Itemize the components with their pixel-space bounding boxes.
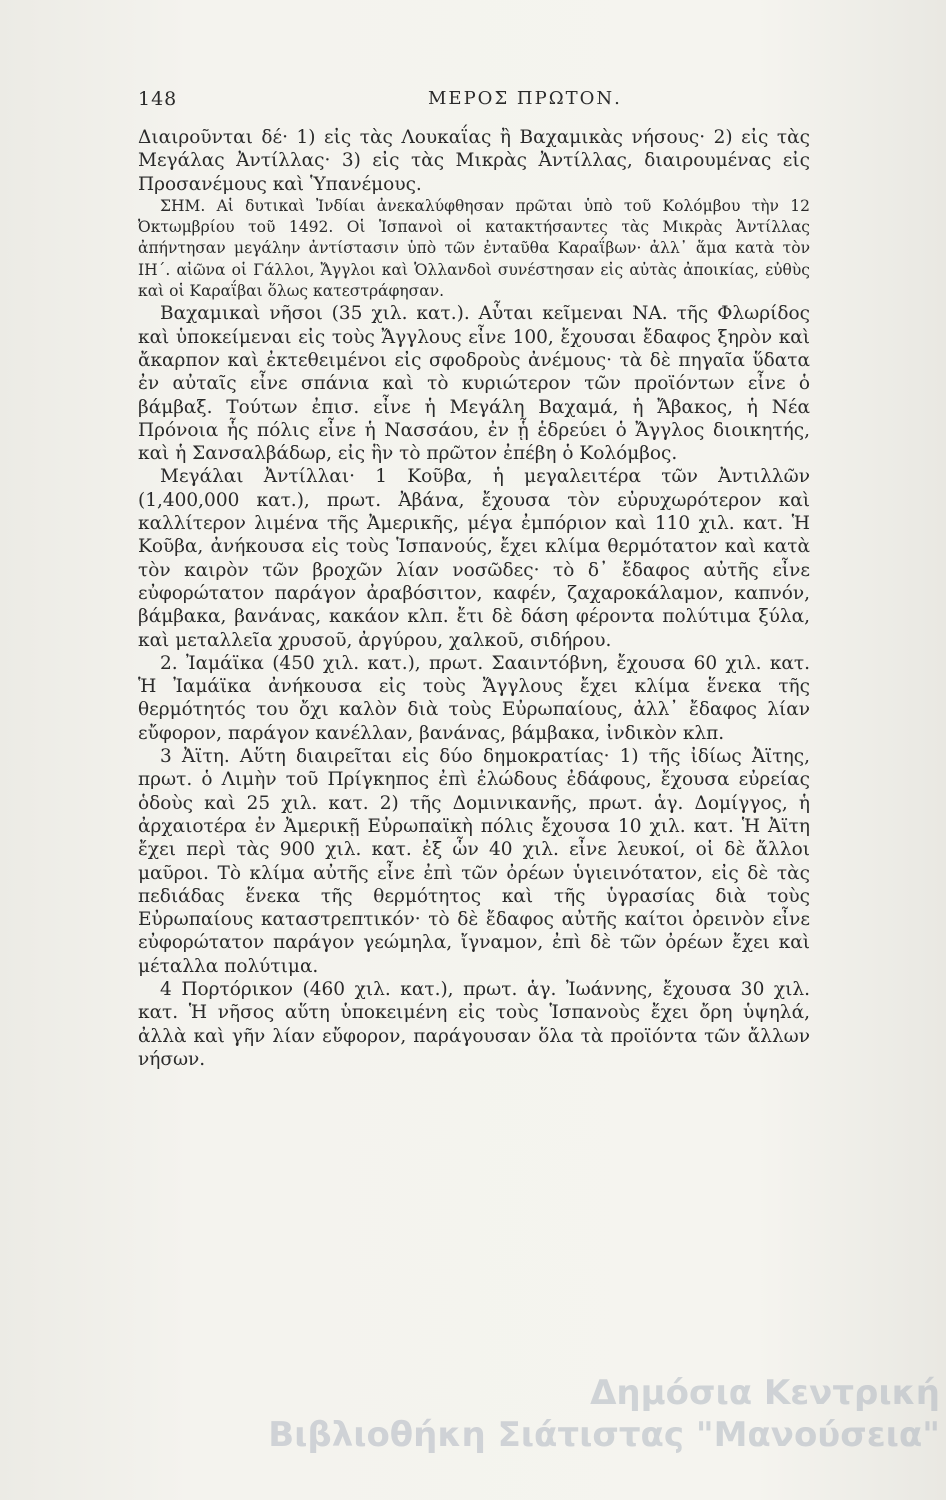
page-number: 148 [138, 88, 178, 110]
watermark-line-1: Δημόσια Κεντρική [590, 1373, 940, 1413]
watermark-line-2: Βιβλιοθήκη Σιάτιστας "Μανούσεια" [268, 1415, 940, 1455]
paragraph-note: ΣΗΜ. Αἱ δυτικαὶ Ἰνδίαι ἀνεκαλύφθησαν πρῶται ὑπὸ τοῦ Κολόμβου τὴν 12 Ὀκτωμβρίου τοῦ 1492. Οἱ Ἱσπανοὶ οἱ κατακτήσαντες τὰς Μικρὰς Ἀντίλλας ἀπήντησαν μεγάλην ἀντίστασιν ὑπὸ τῶν ἐνταῦθα Καραΐβων· ἀλλ᾽ ἅμα κατὰ τὸν ΙΗ΄. αἰῶνα οἱ Γάλλοι, Ἄγγλοι καὶ Ὁλλανδοὶ συνέστησαν εἰς αὐτὰς ἀποικίας, εὐθὺς καὶ οἱ Καραΐβαι ὅλως κατεστράφησαν. [138, 196, 810, 301]
paragraph-puerto-rico: 4 Πορτόρικον (460 χιλ. κατ.), πρωτ. ἁγ. Ἰωάννης, ἔχουσα 30 χιλ. κατ. Ἡ νῆσος αὕτη ὑποκειμένη εἰς τοὺς Ἱσπανοὺς ἔχει ὄρη ὑψηλά, ἀλλὰ καὶ γῆν λίαν εὔφορον, παράγουσαν ὅλα τὰ προϊόντα τῶν ἄλλων νήσων. [138, 978, 810, 1070]
paragraph-divisions: Διαιροῦνται δέ· 1) εἰς τὰς Λουκαΐας ἢ Βαχαμικὰς νήσους· 2) εἰς τὰς Μεγάλας Ἀντίλλας· 3) εἰς τὰς Μικρὰς Ἀντίλλας, διαιρουμένας εἰς Προσανέμους καὶ Ὑπανέμους. [138, 127, 810, 195]
running-title: ΜΕΡΟΣ ΠΡΩΤΟΝ. [428, 88, 622, 109]
paragraph-haiti: 3 Ἀϊτη. Αὕτη διαιρεῖται εἰς δύο δημοκρατίας· 1) τῆς ἰδίως Ἀϊτης, πρωτ. ὁ Λιμὴν τοῦ Πρίγκηπος ἐπὶ ἐλώδους ἐδάφους, ἔχουσα εὐρείας ὁδοὺς καὶ 25 χιλ. κατ. 2) τῆς Δομινικανῆς, πρωτ. ἁγ. Δομίγγος, ἡ ἀρχαιοτέρα ἐν Ἀμερικῇ Εὐρωπαϊκὴ πόλις ἔχουσα 10 χιλ. κατ. Ἡ Ἀϊτη ἔχει περὶ τὰς 900 χιλ. κατ. ἐξ ὧν 40 χιλ. εἶνε λευκοί, οἱ δὲ ἄλλοι μαῦροι. Τὸ κλίμα αὐτῆς εἶνε ἐπὶ τῶν ὀρέων ὑγιεινότατον, εἰς δὲ τὰς πεδιάδας ἕνεκα τῆς θερμότητος καὶ τῆς ὑγρασίας διὰ τοὺς Εὐρωπαίους καταστρεπτικόν· τὸ δὲ ἔδαφος αὐτῆς καίτοι ὀρεινὸν εἶνε εὐφορώτατον παράγον γεώμηλα, ἴγναμον, ἐπὶ δὲ τῶν ὀρέων ἔχει καὶ μέταλλα πολύτιμα. [138, 746, 810, 977]
paragraph-jamaica: 2. Ἰαμάϊκα (450 χιλ. κατ.), πρωτ. Σααιντόβνη, ἔχουσα 60 χιλ. κατ. Ἡ Ἰαμάϊκα ἀνήκουσα εἰς τοὺς Ἄγγλους ἔχει κλίμα ἕνεκα τῆς θερμότητός του ὄχι καλὸν διὰ τοὺς Εὐρωπαίους, ἀλλ᾽ ἔδαφος λίαν εὔφορον, παράγον κανέλλαν, βανάνας, βάμβακα, ἰνδικὸν κλπ. [138, 652, 810, 744]
page-header [138, 88, 778, 116]
library-watermark [220, 1372, 940, 1462]
paragraph-greater-antilles-cuba: Μεγάλαι Ἀντίλλαι· 1 Κοῦβα, ἡ μεγαλειτέρα τῶν Ἀντιλλῶν (1,400,000 κατ.), πρωτ. Ἀβάνα, ἔχουσα τὸν εὐρυχωρότερον καὶ καλλίτερον λιμένα τῆς Ἀμερικῆς, μέγα ἐμπόριον καὶ 110 χιλ. κατ. Ἡ Κοῦβα, ἀνήκουσα εἰς τοὺς Ἱσπανούς, ἔχει κλίμα θερμότατον καὶ κατὰ τὸν καιρὸν τῶν βροχῶν λίαν νοσῶδες· τὸ δ᾽ ἔδαφος αὐτῆς εἶνε εὐφορώτατον παράγον ἀραβόσιτον, καφέν, ζαχαροκάλαμον, καπνόν, βάμβακα, βανάνας, κακάον κλπ. ἔτι δὲ δάση φέροντα πολύτιμα ξύλα, καὶ μεταλλεῖα χρυσοῦ, ἀργύρου, χαλκοῦ, σιδήρου. [138, 466, 810, 651]
body-text [138, 126, 810, 1071]
paragraph-bahamas: Βαχαμικαὶ νῆσοι (35 χιλ. κατ.). Αὗται κεῖμεναι ΝΑ. τῆς Φλωρίδος καὶ ὑποκείμεναι εἰς τοὺς Ἄγγλους εἶνε 100, ἔχουσαι ἔδαφος ξηρὸν καὶ ἄκαρπον καὶ ἐκτεθειμένοι εἰς σφοδροὺς ἀνέμους· τὰ δὲ πηγαῖα ὕδατα ἐν αὐταῖς εἶνε σπάνια καὶ τὸ κυριώτερον τῶν προϊόντων εἶνε ὁ βάμβαξ. Τούτων ἐπισ. εἶνε ἡ Μεγάλη Βαχαμά, ἡ Ἄβακος, ἡ Νέα Πρόνοια ἧς πόλις εἶνε ἡ Νασσάου, ἐν ᾗ ἑδρεύει ὁ Ἄγγλος διοικητής, καὶ ἡ Σανσαλβάδωρ, εἰς ἣν τὸ πρῶτον ἐπέβη ὁ Κολόμβος. [138, 303, 810, 465]
